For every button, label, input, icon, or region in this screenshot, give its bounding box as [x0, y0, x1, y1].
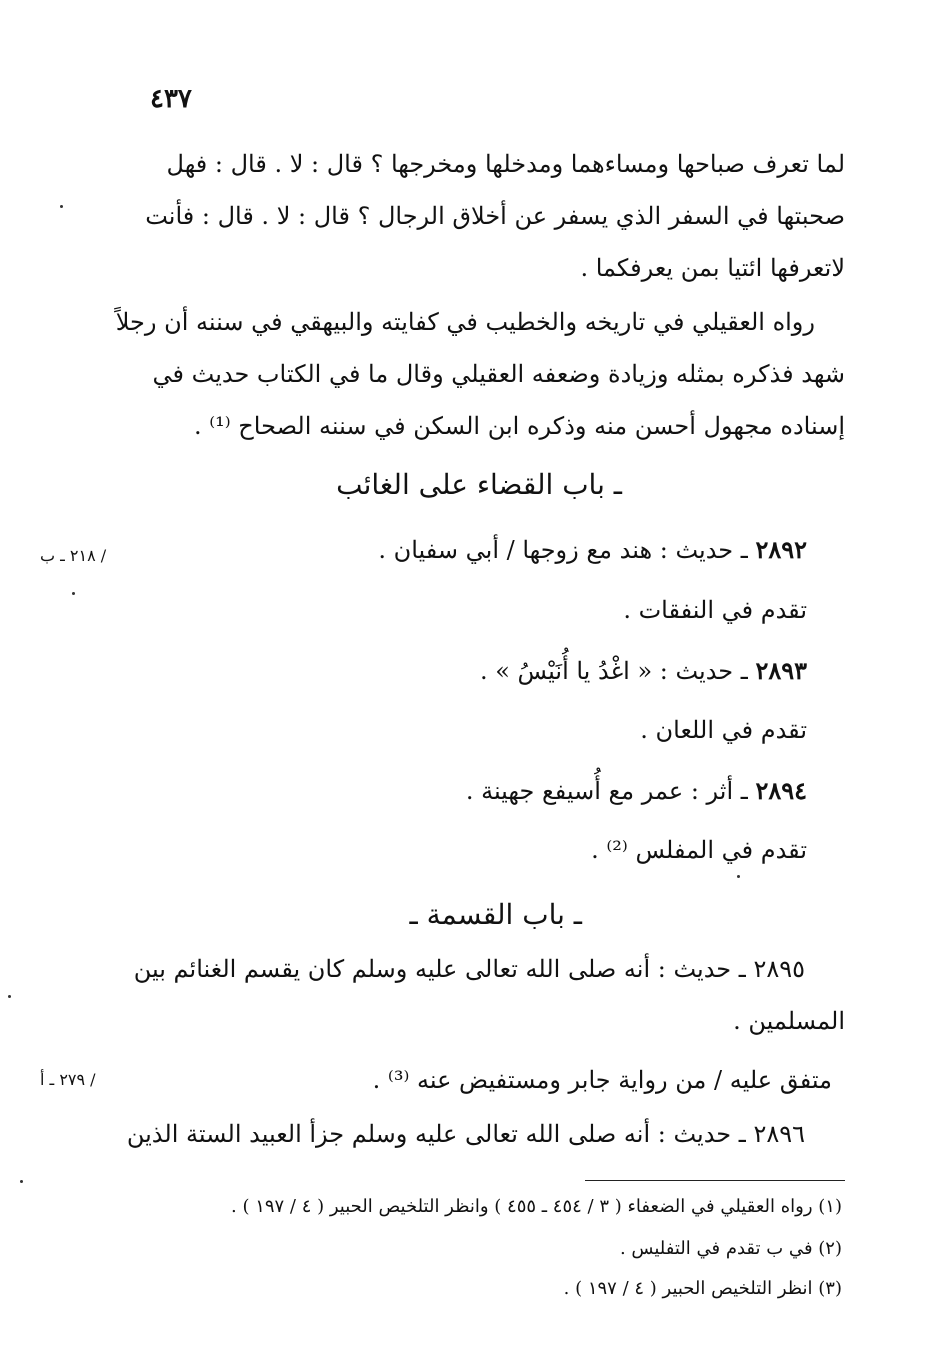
paragraph-sources	[115, 308, 845, 448]
text-line: شهد فذكره بمثله وزيادة وضعفه العقيلي وقال ما في الكتاب حديث في	[152, 360, 845, 388]
text-line: رواه العقيلي في تاريخه والخطيب في كفايته والبيهقي في سننه أن رجلاً	[115, 308, 815, 336]
margin-folio-note: / ٢٧٩ ـ أ	[40, 1070, 96, 1089]
page-number: ٤٣٧	[150, 84, 192, 114]
entry-text: تقدم في اللعان .	[640, 716, 807, 744]
hadith-paragraph	[126, 1120, 845, 1160]
text-line: ٢٨٩٥ ـ حديث : أنه صلى الله تعالى عليه وسلم كان يقسم الغنائم بين	[133, 955, 805, 983]
entry-text: تقدم في المفلس ⁽²⁾ .	[591, 836, 807, 864]
cross-reference	[591, 836, 807, 864]
scan-speck	[737, 875, 740, 878]
footnote: (٣) انظر التلخيص الحبير ( ٤ / ١٩٧ ) .	[563, 1278, 842, 1299]
entry-text: تقدم في النفقات .	[623, 596, 807, 624]
text-line: لما تعرف صباحها ومساءهما ومدخلها ومخرجها ؟ قال : لا . قال : فهل	[166, 150, 845, 178]
hadith-entry	[378, 535, 807, 564]
scan-speck	[8, 995, 11, 998]
text-line: لاتعرفها ائتيا بمن يعرفكما .	[580, 254, 845, 282]
scan-speck	[20, 1180, 23, 1183]
entry-text: ـ أثر : عمر مع أُسيفع جهينة .	[465, 777, 756, 805]
athar-entry	[466, 776, 807, 805]
hadith-paragraph	[133, 955, 845, 1055]
entry-text: ـ حديث : هند مع زوجها / أبي سفيان .	[378, 536, 756, 564]
scan-speck	[60, 205, 63, 208]
margin-folio-note: / ٢١٨ ـ ب	[40, 546, 107, 565]
text-line: ٢٨٩٦ ـ حديث : أنه صلى الله تعالى عليه وسلم جزأ العبيد الستة الذين	[126, 1120, 805, 1148]
footnote: (٢) في ب تقدم في التفليس .	[619, 1238, 842, 1259]
entry-text: ـ حديث : « اغْدُ يا أُنَيْسُ » .	[479, 657, 756, 685]
text-line: المسلمين .	[733, 1007, 845, 1035]
cross-reference	[640, 716, 807, 744]
section-heading: ـ باب القسمة ـ	[409, 898, 582, 931]
paragraph-continuation	[145, 150, 845, 290]
footnote: (١) رواه العقيلي في الضعفاء ( ٣ / ٤٥٤ ـ ٤٥٥ ) وانظر التلخيص الحبير ( ٤ / ١٩٧ ) .	[231, 1196, 842, 1217]
agreed-upon-line: متفق عليه / من رواية جابر ومستفيض عنه ⁽³⁾ .	[372, 1066, 832, 1094]
hadith-entry	[480, 656, 807, 685]
entry-number: ٢٨٩٢	[755, 535, 807, 564]
scan-speck	[72, 592, 75, 595]
footnote-divider	[585, 1180, 845, 1181]
entry-number: ٢٨٩٤	[755, 776, 807, 805]
cross-reference	[623, 596, 807, 624]
text-line: صحبتها في السفر الذي يسفر عن أخلاق الرجال ؟ قال : لا . قال : فأنت	[145, 202, 845, 230]
section-heading: ـ باب القضاء على الغائب	[336, 468, 622, 501]
text-line: إسناده مجهول أحسن منه وذكره ابن السكن في سننه الصحاح ⁽¹⁾ .	[193, 412, 845, 440]
entry-number: ٢٨٩٣	[755, 656, 807, 685]
